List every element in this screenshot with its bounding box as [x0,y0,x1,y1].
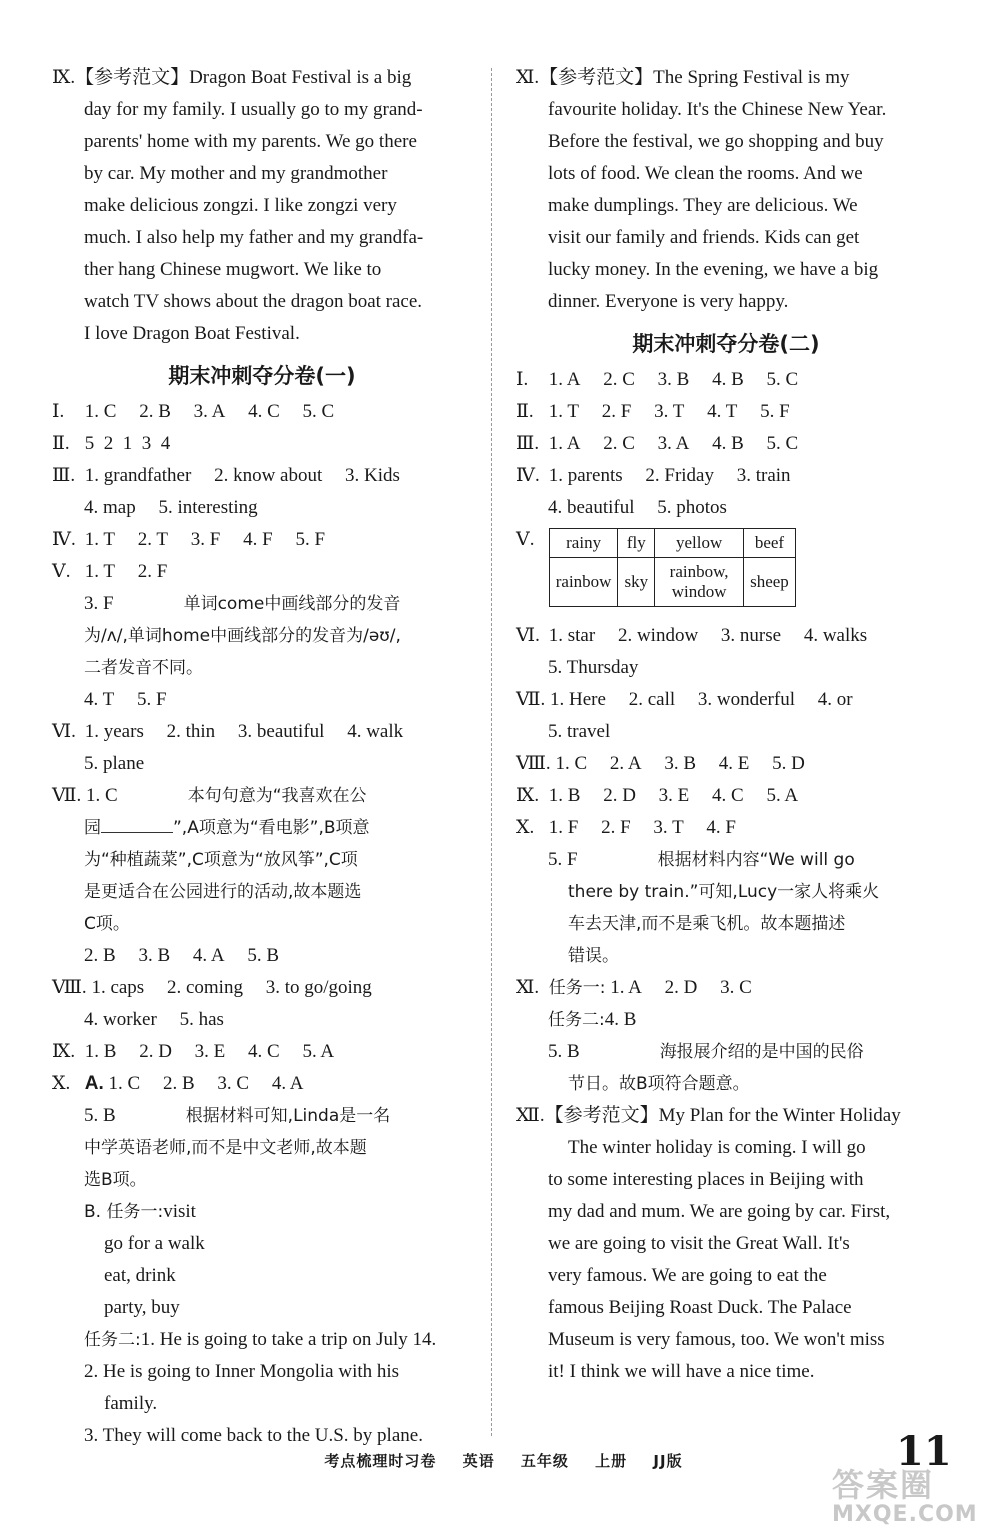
explanation: 为/ʌ/,单词home中画线部分的发音为/əʊ/, [84,626,401,646]
explanation: 园 [84,818,101,838]
part-label: A. [84,1073,104,1094]
answer-row [52,684,472,716]
answer-row [52,428,472,460]
essay-line: ther hang Chinese mugwort. We like to [84,259,382,280]
answer: 5. A [302,1041,335,1062]
answer: 4. C [712,785,744,806]
answer: 4. B [604,1009,637,1030]
column-divider [491,68,492,1436]
answer: 2. D [664,977,698,998]
answer: 4. beautiful [548,497,635,518]
roman-numeral: Ⅶ. [516,689,546,710]
part-label: 任务一: [548,978,606,998]
answer: visit [163,1201,196,1222]
essay-line: favourite holiday. It's the Chinese New Year. [548,99,887,120]
explanation: 错误。 [568,946,619,966]
answer: 1. parents [548,465,623,486]
answer: 5. C [766,369,799,390]
answer: go for a walk [104,1233,205,1254]
answer: 2. B [162,1073,195,1094]
answer: 2. T [137,529,169,550]
part-label: 任务二: [548,1010,605,1030]
answer: 5. F [137,689,167,710]
table-cell: beef [744,529,796,558]
essay-line: visit our family and friends. Kids can get [548,227,860,248]
answer-row [516,684,936,716]
roman-numeral: Ⅰ. [52,401,65,422]
answer: family. [104,1393,158,1414]
answer: 3. F [190,529,221,550]
answer-row [52,940,472,972]
part-label: B. 任务一: [84,1202,164,1222]
essay-line: to some interesting places in Beijing with [548,1169,864,1190]
answer-row [52,492,472,524]
table-cell: sheep [744,558,796,607]
essay-line: famous Beijing Roast Duck. The Palace [548,1297,852,1318]
roman-numeral: Ⅹ. [52,1073,71,1094]
explanation: C项。 [84,914,130,934]
answer: 1. T [84,561,116,582]
essay-heading: 【参考范文】My Plan for the Winter Holiday [544,1105,901,1126]
answer: 1. C [86,785,118,806]
answer: 5. A [766,785,799,806]
answer: 5. travel [548,721,611,742]
answer: 2. F [601,401,632,422]
answer-row [52,972,472,1004]
essay-line: dinner. Everyone is very happy. [548,291,789,312]
roman-numeral: Ⅶ. [52,785,82,806]
explanation: 根据材料内容“We will go [657,850,855,870]
section-title: 期末冲刺夺分卷(一) [168,364,356,388]
answer: 3. nurse [720,625,782,646]
answer: 5. B [548,1041,580,1062]
footer-text: 考点梳理时习卷 [324,1452,437,1470]
essay-line: The winter holiday is coming. I will go [568,1137,866,1158]
answer-row [516,748,936,780]
answer: 1. C [108,1073,141,1094]
answer-row [52,780,472,812]
explanation: 车去天津,而不是乘飞机。故本题描述 [568,914,846,934]
answer: 2. D [139,1041,172,1062]
answer-row [516,1036,936,1068]
answer: 5. F [295,529,326,550]
answer: 5. B [247,945,279,966]
roman-numeral: Ⅴ. [52,561,71,582]
answer: 3. Kids [345,465,400,486]
answer: 5. interesting [158,497,258,518]
answer-row [516,428,936,460]
answer: 5. D [772,753,805,774]
answer-row [516,620,936,652]
answer: 3. T [654,401,685,422]
roman-numeral: Ⅸ. [516,785,540,806]
answer: 1. F [548,817,579,838]
answer: 3. C [720,977,752,998]
answer: 3. C [217,1073,250,1094]
answer: 5. C [302,401,335,422]
table-cell: sky [618,558,655,607]
roman-numeral: Ⅸ. [52,1041,76,1062]
explanation: 中学英语老师,而不是中文老师,故本题 [84,1138,367,1158]
answer: 1. years [84,721,144,742]
answer: 4. walk [347,721,404,742]
answer: 4. C [248,401,280,422]
answer: 3. train [736,465,791,486]
answer: 4. walks [803,625,868,646]
answer-row [52,1004,472,1036]
answer-row [516,844,936,876]
answer-row [516,1004,936,1036]
roman-numeral: Ⅱ. [52,433,70,454]
essay-line: make delicious zongzi. I like zongzi very [84,195,397,216]
answer: 2. D [603,785,636,806]
answer: 3. E [194,1041,226,1062]
explanation: 二者发音不同。 [84,658,203,678]
answer: 2. F [137,561,168,582]
answer: 4. A [192,945,225,966]
answer: 3. wonderful [697,689,795,710]
answer: 4. B [712,433,744,454]
roman-numeral: Ⅰ. [516,369,529,390]
answer: 2. thin [166,721,216,742]
answer: 4. T [84,689,115,710]
answer: 3. F [84,593,114,614]
explanation: 选B项。 [84,1170,147,1190]
watermark-text: 答案圈 [832,1466,935,1504]
answer: 1. B [84,1041,117,1062]
answer-row [516,492,936,524]
essay-line: we are going to visit the Great Wall. It's [548,1233,850,1254]
answer: 2. A [609,753,642,774]
explanation: 根据材料可知,Linda是一名 [185,1106,391,1126]
answer: 2. window [617,625,699,646]
essay-line: make dumplings. They are delicious. We [548,195,858,216]
answer-row [52,1324,472,1356]
roman-numeral: Ⅷ. [52,977,87,998]
answer: 5. C [766,433,799,454]
table-cell: rainy [549,529,618,558]
part-label: 任务二: [84,1330,141,1350]
answer: 1. He is going to take a trip on July 14. [140,1329,437,1350]
phonics-table [549,528,796,607]
answer: 1. A [548,433,581,454]
answer-row [516,652,936,684]
roman-numeral: Ⅲ. [516,433,540,454]
answer: 5 2 1 3 4 [84,433,171,454]
answer: eat, drink [104,1265,176,1286]
answer-row [516,716,936,748]
answer: 1. B [548,785,581,806]
explanation: 单词come中画线部分的发音 [183,594,401,614]
left-column [52,62,472,1452]
essay-line: lots of food. We clean the rooms. And we [548,163,863,184]
essay-line: Museum is very famous, too. We won't miss [548,1329,885,1350]
answer: 5. B [84,1105,116,1126]
answer: 1. caps [91,977,145,998]
footer-text: 五年级 [520,1452,569,1470]
answer: 2. C [603,369,635,390]
answer-row [516,396,936,428]
answer-row [516,1100,936,1132]
answer: 1. star [548,625,596,646]
answer-row [52,460,472,492]
footer-text: JJ版 [653,1452,683,1470]
answer: 3. beautiful [237,721,325,742]
answer: 5. plane [84,753,145,774]
section-title: 期末冲刺夺分卷(二) [632,332,820,356]
essay-11 [516,62,936,318]
essay-line: much. I also help my father and my grandfa- [84,227,424,248]
answer: 3. A [657,433,690,454]
explanation: 是更适合在公园进行的活动,故本题选 [84,882,362,902]
roman-numeral: Ⅱ. [516,401,534,422]
essay-line: Ⅸ.【参考范文】Dragon Boat Festival is a big [52,67,412,88]
answer-row [516,364,936,396]
blank-line [101,814,173,833]
answer: 1. A [610,977,642,998]
answer: 1. C [84,401,117,422]
answer: 4. T [707,401,738,422]
answer-row [52,396,472,428]
right-column [516,62,936,1388]
roman-numeral: Ⅺ. [516,977,540,998]
explanation-row [52,812,472,844]
page-number: 11 [896,1428,952,1475]
essay-line: Ⅺ.【参考范文】The Spring Festival is my [516,67,850,88]
footer-text: 英语 [462,1452,495,1470]
roman-numeral: Ⅻ. [516,1105,545,1126]
roman-numeral: Ⅷ. [516,753,551,774]
essay-line: Before the festival, we go shopping and buy [548,131,884,152]
answer: 4. E [718,753,750,774]
answer: 1. T [84,529,116,550]
answer-row [52,716,472,748]
phonics-row [516,524,936,620]
answer: 3. B [664,753,696,774]
essay-line: lucky money. In the evening, we have a big [548,259,879,280]
table-cell: rainbow [549,558,618,607]
watermark-logo [832,1460,992,1530]
table-cell: yellow [655,529,744,558]
answer-row [52,1100,472,1132]
answer: 4. F [706,817,736,838]
essay-line: it! I think we will have a nice time. [548,1361,815,1382]
answer: 2. know about [214,465,323,486]
roman-numeral: Ⅹ. [516,817,535,838]
answer: 2. coming [166,977,243,998]
answer-row [52,556,472,588]
essay-line: parents' home with my parents. We go there [84,131,417,152]
answer-row [52,748,472,780]
answer: 4. worker [84,1009,157,1030]
answer: 3. They will come back to the U.S. by plane. [84,1425,423,1446]
answer: 2. B [139,401,171,422]
explanation: ”,A项意为“看电影”,B项意 [173,818,370,838]
answer: 4. or [817,689,853,710]
essay-line: day for my family. I usually go to my grand- [84,99,423,120]
explanation: there by train.”可知,Lucy一家人将乘火 [568,882,880,902]
answer-row [516,812,936,844]
essay-line: by car. My mother and my grandmother [84,163,388,184]
answer: 3. to go/going [265,977,372,998]
essay-line: watch TV shows about the dragon boat race. [84,291,423,312]
answer: 2. He is going to Inner Mongolia with his [84,1361,400,1382]
answer: 1. T [548,401,580,422]
explanation: 本句句意为“我喜欢在公 [187,786,367,806]
answer-row [52,1036,472,1068]
answer: 3. B [657,369,690,390]
answer: 1. grandfather [84,465,192,486]
roman-numeral: Ⅵ. [516,625,540,646]
answer: 5. F [760,401,790,422]
answer: 1. Here [550,689,606,710]
watermark-text: MXQE.COM [832,1502,978,1527]
roman-numeral: Ⅲ. [52,465,76,486]
answer: 5. photos [657,497,727,518]
explanation: 为“种植蔬菜”,C项意为“放风筝”,C项 [84,850,358,870]
answer: 4. C [248,1041,280,1062]
answer: 2. F [601,817,631,838]
answer-row [52,588,472,620]
answer: 5. F [548,849,578,870]
answer: 3. B [138,945,171,966]
answer: 4. map [84,497,136,518]
answer: 5. Thursday [548,657,639,678]
answer: 1. C [555,753,588,774]
table-cell: rainbow, window [655,558,744,607]
answer: 4. A [271,1073,304,1094]
roman-numeral: Ⅴ. [516,529,535,550]
answer: 2. C [603,433,635,454]
answer-row [516,460,936,492]
essay-line: very famous. We are going to eat the [548,1265,827,1286]
answer: 4. F [243,529,273,550]
answer-row [516,780,936,812]
answer: 4. B [712,369,744,390]
roman-numeral: Ⅳ. [52,529,76,550]
essay-line: I love Dragon Boat Festival. [84,323,300,344]
answer: 2. B [84,945,116,966]
answer-row [516,972,936,1004]
answer: 3. E [658,785,690,806]
essay-9 [52,62,472,350]
roman-numeral: Ⅳ. [516,465,540,486]
answer-row [52,524,472,556]
explanation: 节日。故B项符合题意。 [568,1074,750,1094]
answer: 3. A [193,401,226,422]
answer: 5. has [179,1009,224,1030]
table-cell: fly [618,529,655,558]
answer: 2. Friday [645,465,714,486]
answer-row [52,1196,472,1228]
answer: party, buy [104,1297,180,1318]
answer: 2. call [628,689,676,710]
explanation: 海报展介绍的是中国的民俗 [659,1042,864,1062]
footer-text: 上册 [595,1452,628,1470]
answer: 3. T [653,817,684,838]
answer-row [52,1068,472,1100]
essay-line: my dad and mum. We are going by car. First, [548,1201,891,1222]
answer: 1. A [548,369,581,390]
roman-numeral: Ⅵ. [52,721,76,742]
